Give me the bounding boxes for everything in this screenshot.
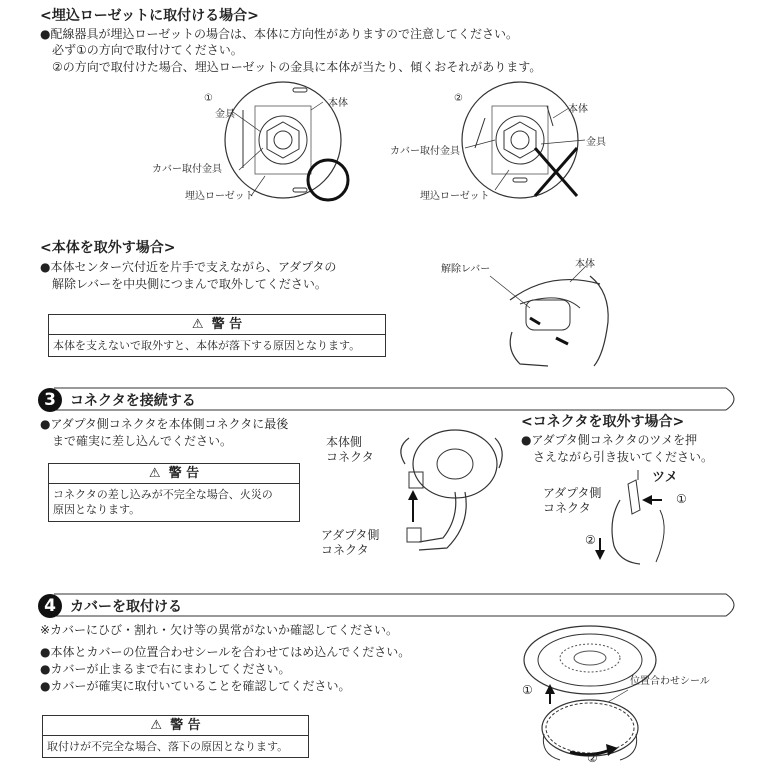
fig2-label-kanagu: 金具 (586, 137, 606, 148)
cover-instruction-1: ●本体とカバーの位置合わせシールを合わせてはめ込んでください。 (40, 645, 411, 659)
warning-triangle-icon: ⚠ (191, 317, 204, 332)
warning-text-line-2: 原因となります。 (53, 503, 141, 517)
remove-fig-label-hontai: 本体 (575, 259, 595, 270)
fig1-label-rosette: 埋込ローゼット (185, 191, 255, 202)
warning-triangle-icon: ⚠ (150, 718, 163, 733)
cover-step-1: ① (522, 683, 533, 697)
warning-title: 警 告 (168, 466, 200, 481)
fig1-number: ① (204, 93, 213, 104)
remove-body-instruction-1: ●本体センター穴付近を片手で支えながら、アダプタの (40, 260, 337, 274)
rosette-instruction-2: 必ず①の方向で取付けてください。 (52, 43, 243, 57)
warning-text-line-1: コネクタの差し込みが不完全な場合、火災の (53, 488, 273, 501)
connector-instruction-1: ●アダプタ側コネクタを本体側コネクタに最後 (40, 417, 289, 431)
remove-connector-instruction-1: ●アダプタ側コネクタのツメを押 (521, 433, 698, 447)
step-title-3: コネクタを接続する (70, 393, 196, 409)
warning-text: 本体を支えないで取外すと、本体が落下する原因となります。 (53, 339, 361, 352)
warning-header (49, 464, 299, 484)
fig2-number: ② (454, 93, 463, 104)
remove-connector-figure (590, 470, 700, 570)
connector-instruction-2: まで確実に差し込んでください。 (52, 434, 233, 448)
remove-connector-instruction-2: さえながら引き抜いてください。 (533, 450, 714, 464)
warning-header (49, 315, 385, 335)
step-title-4: カバーを取付ける (70, 599, 182, 615)
fig2-label-rosette: 埋込ローゼット (420, 191, 490, 202)
warning-header (43, 716, 308, 736)
remove-body-instruction-2: 解除レバーを中央側につまんで取外してください。 (52, 277, 327, 291)
tsume-label: ツメ (652, 470, 678, 485)
section-title-remove-connector: <コネクタを取外す場合> (521, 414, 685, 430)
connector-figure (395, 428, 510, 568)
step-number-3: 3 (38, 388, 62, 412)
remove-body-figure (500, 262, 620, 372)
rosette-instruction-3: ②の方向で取付けた場合、埋込ローゼットの金具に本体が当たり、傾くおそれがあります。 (52, 60, 542, 74)
remove-step-2: ② (585, 533, 596, 547)
remove-adapter-label-2: コネクタ (543, 501, 591, 515)
warning-triangle-icon: ⚠ (148, 466, 161, 481)
body-connector-label-1: 本体側 (326, 435, 363, 449)
cover-instruction-3: ●カバーが確実に取付いていることを確認してください。 (40, 679, 351, 693)
warning-title: 警 告 (211, 317, 243, 332)
fig2-label-hontai: 本体 (568, 104, 588, 115)
adapter-connector-label-2: コネクタ (321, 543, 369, 557)
cover-note: ※カバーにひび・割れ・欠け等の異常がないか確認してください。 (40, 623, 399, 637)
rosette-instruction-1: ●配線器具が埋込ローゼットの場合は、本体に方向性がありますので注意してください。 (40, 27, 518, 41)
section-title-rosette: <埋込ローゼットに取付ける場合> (40, 8, 259, 24)
warning-title: 警 告 (170, 718, 201, 733)
remove-fig-label-lever: 解除レバー (441, 264, 491, 275)
fig1-label-cover: カバー取付金具 (152, 164, 222, 175)
warning-text: 取付けが不完全な場合、落下の原因となります。 (47, 740, 289, 753)
remove-adapter-label-1: アダプタ側 (543, 486, 602, 500)
fig1-label-kanagu: 金具 (215, 109, 235, 120)
section-title-remove-body: <本体を取外す場合> (40, 240, 176, 256)
cover-step-2: ② (587, 751, 598, 765)
cover-figure (520, 618, 660, 768)
warning-box-remove-body (48, 314, 386, 357)
fig2-label-cover: カバー取付金具 (390, 146, 460, 157)
body-connector-label-2: コネクタ (326, 450, 374, 464)
step-number-4: 4 (38, 594, 62, 618)
seal-label: 位置合わせシール (630, 676, 710, 687)
warning-box-connector (48, 463, 300, 522)
cover-instruction-2: ●カバーが止まるまで右にまわしてください。 (40, 662, 291, 676)
remove-step-1: ① (676, 492, 687, 506)
fig1-label-hontai: 本体 (328, 98, 348, 109)
warning-box-cover (42, 715, 309, 758)
adapter-connector-label-1: アダプタ側 (321, 528, 380, 542)
